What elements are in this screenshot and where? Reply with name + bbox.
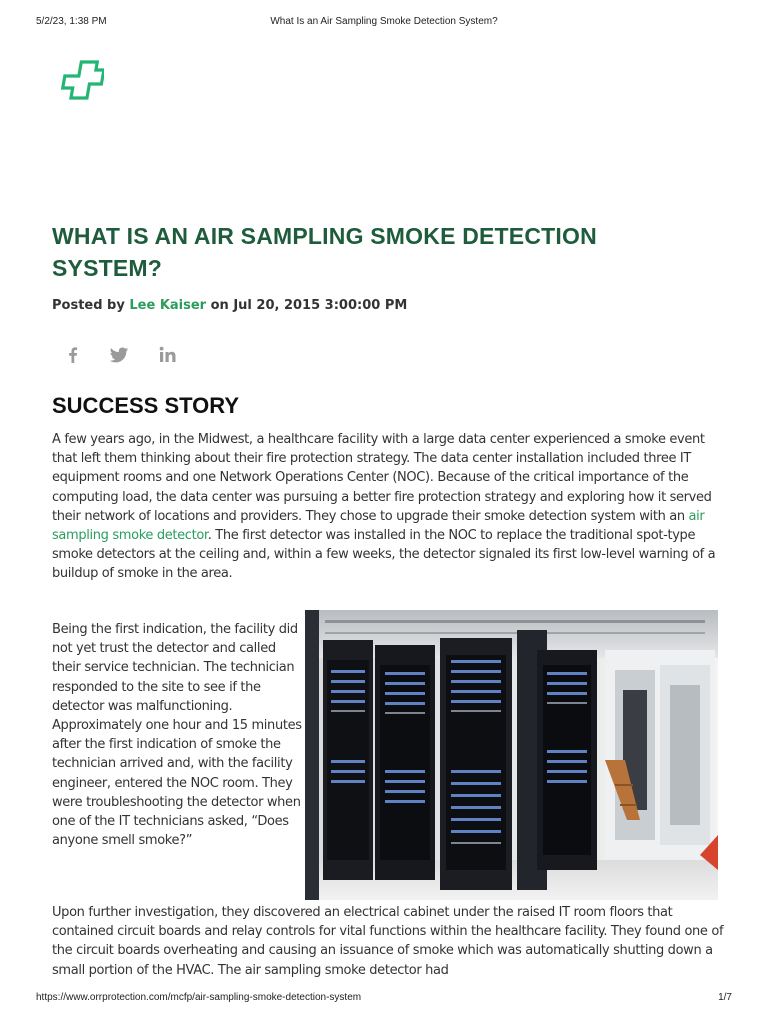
byline xyxy=(52,298,407,313)
data-center-server-racks-photo xyxy=(305,610,718,900)
print-date: 5/2/23, 1:38 PM xyxy=(36,16,107,27)
linkedin-icon[interactable] xyxy=(157,344,179,366)
air-sampling-smoke-detector-link[interactable]: air sampling smoke detector xyxy=(52,508,705,544)
paragraph-intro-text-2: . The first detector was installed in the NOC to replace the traditional spot-type smoke detectors at the ceiling and, within a few weeks, the detector signaled its first low-level warning of a buildup of smoke in the area. xyxy=(52,528,716,582)
paragraph-first-indication: Being the first indication, the facility did not yet trust the detector and called their service technician. The technician responded to the site to see if the detector was malfunctioning. Approximately one hour and 15 minutes after the first indication of smoke the technician arrived and, with the facility engineer, entered the NOC room. They were troubleshooting the detector when one of the IT technicians asked, “Does anyone smell smoke?” xyxy=(52,622,302,849)
paragraph-intro-text-1: A few years ago, in the Midwest, a healthcare facility with a large data center experienced a smoke event that left them thinking about their fire protection strategy. The data center installation included three IT equipment rooms and one Network Operations Center (NOC). Because of the critical importance of the computing load, the data center was pursuing a better fire protection strategy and exploring how it served their network of locations and providers. They chose to upgrade their smoke detection system with an xyxy=(52,432,712,524)
print-header xyxy=(36,16,732,30)
byline-date: on Jul 20, 2015 3:00:00 PM xyxy=(206,298,408,313)
section-heading: SUCCESS STORY xyxy=(52,393,240,418)
page-number: 1/7 xyxy=(718,992,732,1003)
print-document-title: What Is an Air Sampling Smoke Detection System? xyxy=(270,16,498,27)
print-footer xyxy=(36,992,732,1006)
article-title: WHAT IS AN AIR SAMPLING SMOKE DETECTION SYSTEM? xyxy=(52,223,597,281)
facebook-icon[interactable] xyxy=(62,344,84,366)
paragraph-intro xyxy=(52,430,724,584)
print-url: https://www.orrprotection.com/mcfp/air-sampling-smoke-detection-system xyxy=(36,992,362,1003)
twitter-icon[interactable] xyxy=(108,344,130,366)
cross-logo-icon[interactable] xyxy=(60,58,104,102)
paragraph-investigation: Upon further investigation, they discovered an electrical cabinet under the raised IT room floors that contained circuit boards and relay controls for vital functions within the healthcare facility. They found one of the circuit boards overheating and causing an issuance of smoke which was automatically shutting down a small portion of the HVAC. The air sampling smoke detector had xyxy=(52,905,724,978)
author-link[interactable]: Lee Kaiser xyxy=(129,298,207,313)
byline-prefix: Posted by xyxy=(52,298,130,313)
